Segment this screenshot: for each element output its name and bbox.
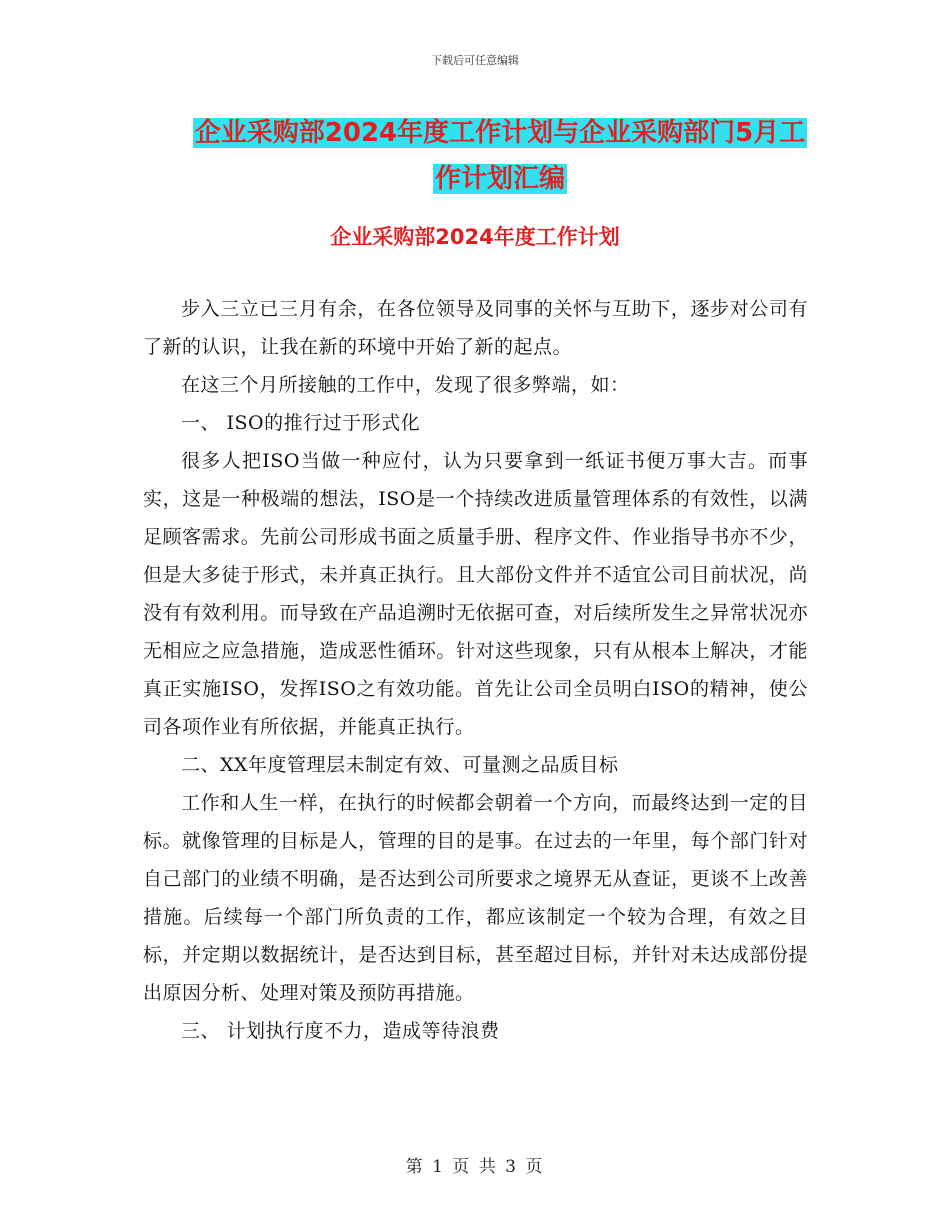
page-header-note: 下载后可任意编辑 [431,54,519,67]
heading-issue-2: 二、XX年度管理层未制定有效、可量测之品质目标 [181,754,619,776]
heading-issue-3: 三、 计划执行度不力，造成等待浪费 [181,1020,500,1042]
document-title-line2: 作计划汇编 [434,164,565,194]
document-title [140,110,860,202]
paragraph-issue-2: 工作和人生一样，在执行的时候都会朝着一个方向，而最终达到一定的目标。就像管理的目标是人，管理的目的是事。在过去的一年里，每个部门针对自己部门的业绩不明确，是否达到公司所要求之境界无从查证，更谈不上改善措施。后续每一个部门所负责的工作，都应该制定一个较为合理，有效之目标，并定期以数据统计，是否达到目标，甚至超过目标，并针对未达成部份提出原因分析、处理对策及预防再措施。 [143,792,808,1004]
section-title: 企业采购部2024年度工作计划 [330,225,620,249]
heading-issue-1: 一、 ISO的推行过于形式化 [181,412,421,434]
paragraph-issues-intro: 在这三个月所接触的工作中，发现了很多弊端，如： [181,374,630,396]
document-title-line1: 企业采购部2024年度工作计划与企业采购部门5月工 [194,118,806,148]
page-number: 第 1 页 共 3 页 [405,1157,545,1177]
document-body [143,290,808,1050]
paragraph-intro: 步入三立已三月有余，在各位领导及同事的关怀与互助下，逐步对公司有了新的认识，让我在新的环境中开始了新的起点。 [143,298,808,358]
paragraph-issue-1: 很多人把ISO当做一种应付，认为只要拿到一纸证书便万事大吉。而事实，这是一种极端的想法，ISO是一个持续改进质量管理体系的有效性，以满足顾客需求。先前公司形成书面之质量手册、程序文件、作业指导书亦不少，但是大多徒于形式，未并真正执行。且大部份文件并不适宜公司目前状况，尚没有有效利用。而导致在产品追溯时无依据可查，对后续所发生之异常状况亦无相应之应急措施，造成恶性循环。针对这些现象，只有从根本上解决，才能真正实施ISO，发挥ISO之有效功能。首先让公司全员明白ISO的精神，使公司各项作业有所依据，并能真正执行。 [143,450,808,738]
